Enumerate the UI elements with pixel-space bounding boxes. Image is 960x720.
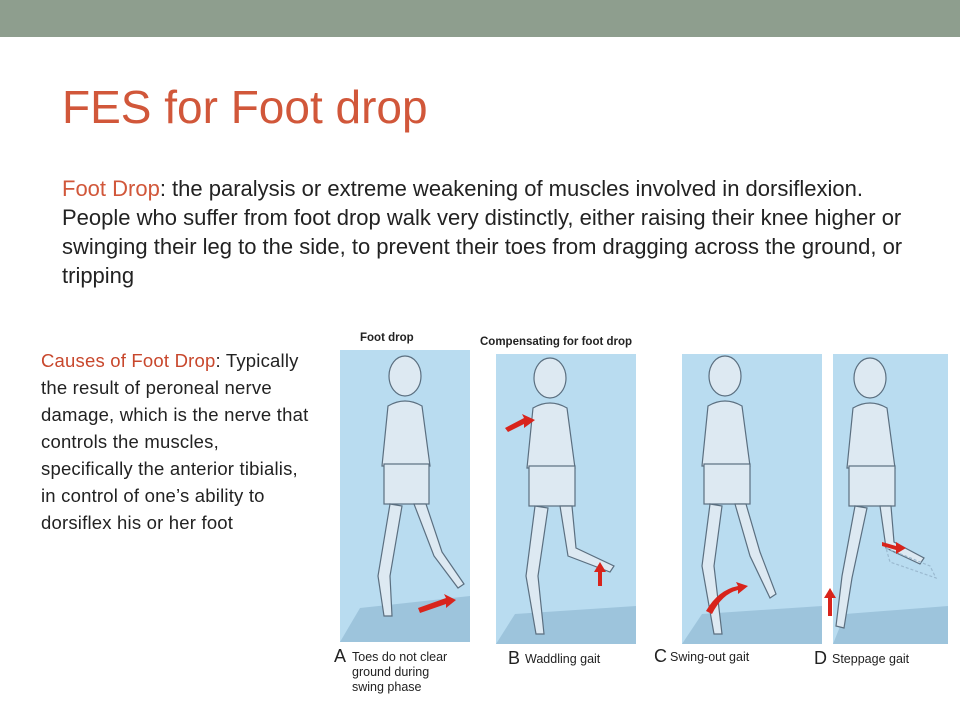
- definition-paragraph: [62, 174, 922, 290]
- causes-paragraph: [41, 347, 316, 536]
- panel-a-caption-line-3: swing phase: [352, 680, 422, 694]
- header-foot-drop: Foot drop: [360, 332, 414, 344]
- panel-d-letter: D: [814, 648, 827, 668]
- definition-text: : the paralysis or extreme weakening of muscles involved in dorsiflexion. People who suffer from foot drop walk very distinctly, either raising their knee higher or swinging their leg to the side, to prevent their toes from dragging across the ground, or tripping: [62, 176, 903, 288]
- panel-c-bg: [682, 354, 822, 644]
- panel-a-caption-line-2: ground during: [352, 665, 430, 679]
- panel-a-caption: [352, 650, 447, 695]
- panel-d-caption: Steppage gait: [832, 652, 910, 666]
- panel-a-caption-line-1: Toes do not clear: [352, 650, 448, 664]
- foot-drop-figure: [330, 316, 960, 720]
- panel-b-caption: Waddling gait: [525, 652, 601, 666]
- causes-text: : Typically the result of peroneal nerve damage, which is the nerve that controls the muscles, specifically the anterior tibialis, in control of one’s ability to dorsiflex his or her foot: [41, 350, 309, 533]
- panel-a-letter: A: [334, 646, 347, 666]
- header-compensating: Compensating for foot drop: [480, 336, 633, 348]
- panel-b-letter: B: [508, 648, 521, 668]
- panel-c-caption: Swing-out gait: [670, 650, 750, 664]
- panel-c-letter: C: [654, 646, 667, 666]
- motion-arrows: [418, 414, 906, 616]
- top-bar: [0, 0, 960, 37]
- causes-term: Causes of Foot Drop: [41, 350, 216, 371]
- definition-term: Foot Drop: [62, 176, 160, 201]
- slide-title: FES for Foot drop: [62, 81, 428, 133]
